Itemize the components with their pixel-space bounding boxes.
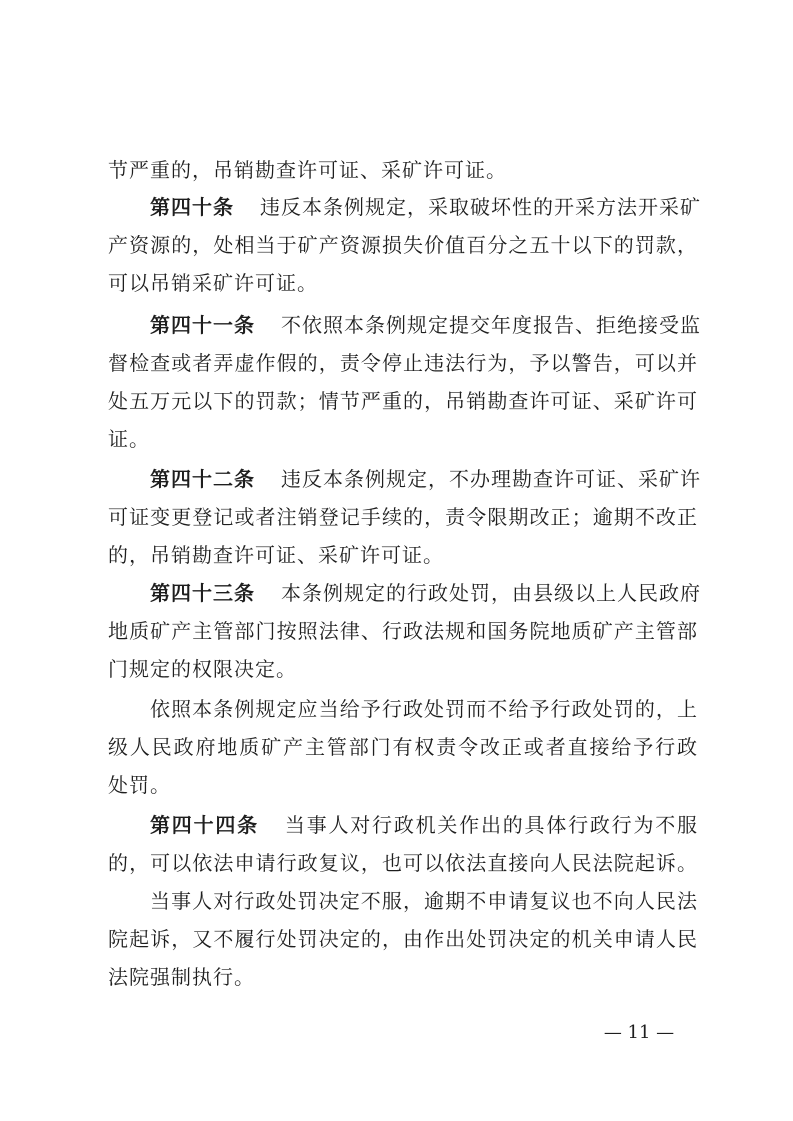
article-text: 违反本条例规定，采取破坏性的开采方法开采矿: [260, 195, 701, 219]
article-first-line: [150, 812, 698, 838]
text-line: 门规定的权限决定。: [108, 657, 297, 681]
article-heading: 第四十四条: [150, 813, 259, 837]
article-text: 不依照本条例规定提交年度报告、拒绝接受监: [281, 313, 701, 337]
text-line: 督检查或者弄虚作假的，责令停止违法行为，予以警告，可以并: [108, 351, 698, 375]
text-line: 院起诉，又不履行处罚决定的，由作出处罚决定的机关申请人民: [108, 927, 698, 951]
text-line: 处罚。: [108, 773, 171, 797]
text-line: 处五万元以下的罚款；情节严重的，吊销勘查许可证、采矿许可: [108, 389, 698, 413]
article-heading: 第四十条: [150, 195, 234, 219]
article-first-line: [150, 466, 701, 492]
article-heading: 第四十三条: [150, 581, 255, 605]
page-number: — 11 —: [603, 1022, 675, 1043]
text-line: 的，吊销勘查许可证、采矿许可证。: [108, 543, 444, 567]
article-heading: 第四十二条: [150, 467, 255, 491]
text-line: 当事人对行政处罚决定不服，逾期不申请复议也不向人民法: [150, 889, 698, 913]
text-line: 可证变更登记或者注销登记手续的，责令限期改正；逾期不改正: [108, 505, 698, 529]
article-first-line: [150, 580, 701, 606]
article-text: 违反本条例规定，不办理勘查许可证、采矿许: [281, 467, 701, 491]
text-line: 的，可以依法申请行政复议，也可以依法直接向人民法院起诉。: [108, 851, 698, 875]
text-line: 地质矿产主管部门按照法律、行政法规和国务院地质矿产主管部: [108, 619, 698, 643]
article-first-line: [150, 194, 701, 220]
text-line: 节严重的，吊销勘查许可证、采矿许可证。: [108, 158, 507, 182]
article-text: 本条例规定的行政处罚，由县级以上人民政府: [281, 581, 701, 605]
article-text: 当事人对行政机关作出的具体行政行为不服: [284, 813, 699, 837]
text-line: 依照本条例规定应当给予行政处罚而不给予行政处罚的，上: [150, 697, 698, 721]
text-line: 法院强制执行。: [108, 965, 255, 989]
text-line: 证。: [108, 427, 150, 451]
article-first-line: [150, 312, 701, 338]
text-line: 可以吊销采矿许可证。: [108, 271, 318, 295]
article-heading: 第四十一条: [150, 313, 255, 337]
text-line: 级人民政府地质矿产主管部门有权责令改正或者直接给予行政: [108, 735, 698, 759]
text-line: 产资源的，处相当于矿产资源损失价值百分之五十以下的罚款，: [108, 233, 698, 257]
